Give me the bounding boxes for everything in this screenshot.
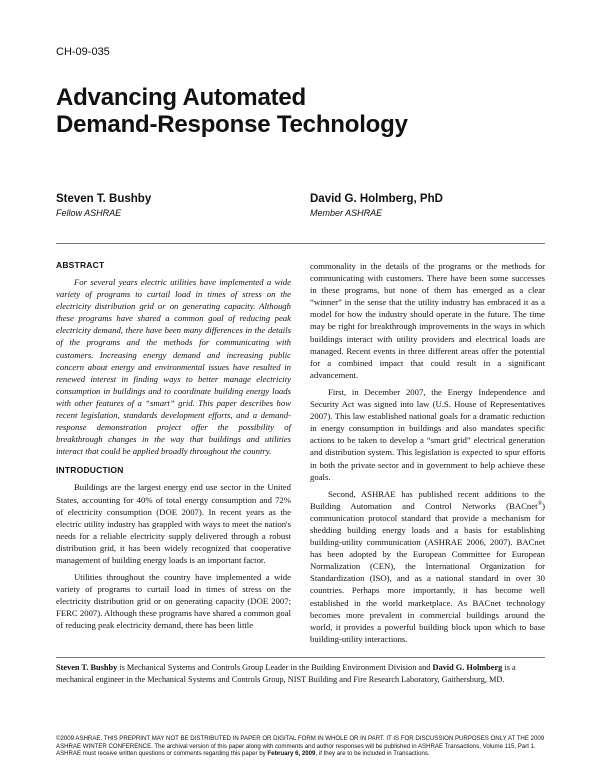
document-id: CH-09-035: [56, 46, 110, 58]
abstract-text: For several years electric utilities have implemented a wide variety of programs to curtail load in times of stress on the electricity distribution grid or on generating capacity. Although these programs have shared a common goal of reducing peak electricity demand, there have been many differences in the details of the programs and the methods for communicating with customers. Increasing energy demand and increasing public concern about energy and environmental issues have resulted in renewed interest in finding ways to better manage electricity consumption in buildings and to coordinate building energy loads with other features of a “smart” grid. This paper describes how recent legislation, standards development efforts, and a demand-response demonstration project offer the possibility of breakthrough changes in the way that buildings and utilities interact that could be applied broadly throughout the country.: [56, 277, 291, 457]
text-segment: ) communication protocol standard that provide a mechanism for shedding building energy loads and a basis for establishing building-utility communication (ASHRAE 2006, 2007). BACnet has been adopted by the European Committee for European Normalization (CEN), the International Organization for Standardization (ISO), and as a national standard in over 30 countries. Perhaps more importantly, it has become well established in the world marketplace. As BACnet technology becomes more prevalent in commercial buildings around the world, it provides a powerful building block upon which to base building-utility interactions.: [310, 500, 545, 644]
paper-title: [56, 84, 556, 138]
copyright-notice: [56, 735, 548, 758]
author-name: David G. Holmberg, PhD: [310, 193, 443, 205]
title-line-1: Advancing Automated: [56, 84, 306, 111]
footnote-divider: [56, 657, 545, 658]
affiliation-text: is Mechanical Systems and Controls Group Leader in the Building Environment Division and: [117, 663, 433, 672]
affiliation-text: is a mechanical engineer in the Mechanical Systems and Controls Group, NIST Building and Fire Research Laboratory, Gaithersburg, MD.: [56, 663, 516, 684]
body-paragraph: First, in December 2007, the Energy Independence and Security Act was signed into law (U.S. House of Representatives 2007). This law established national goals for a dramatic reduction in energy consumption in buildings and also mandates specific actions to be taken to develop a “smart grid” electrical generation and distribution system. This legislation is expected to spur efforts in both the private sector and in government to help achieve these goals.: [310, 386, 545, 482]
header-divider: [56, 243, 545, 244]
left-column: [56, 260, 291, 637]
affiliation-name: David G. Holmberg: [432, 663, 503, 672]
abstract-heading: ABSTRACT: [56, 260, 105, 270]
author-affiliation: [56, 662, 548, 685]
author-block-2: [310, 193, 443, 218]
registered-mark: ®: [537, 500, 543, 507]
introduction-heading: INTRODUCTION: [56, 465, 124, 476]
text-segment: Second, ASHRAE has published recent additions to the Building Automation and Control Networks (BACnet: [310, 488, 545, 511]
intro-paragraph: Buildings are the largest energy end use sector in the United States, accounting for 40% of total energy consumption and 72% of electricity consumption (DOE 2007). In recent years as the electric utility industry has grappled with ways to meet the nation's needs for a reliable electricity supply delivered through a robust distribution grid, it has been widely recognized that cooperative management of building energy loads is an important factor.: [56, 482, 291, 565]
copyright-text: ©2009 ASHRAE. THIS PREPRINT MAY NOT BE DISTRIBUTED IN PAPER OR DIGITAL FORM IN WHOLE OR IN PART. IT IS FOR DISCUSSION PURPOSES ONLY AT THE 2009 ASHRAE WINTER CONFERENCE. The archival version of this paper along with comments and author responses will be published in ASHRAE Transactions, Volume 115, Part 1. ASHRAE must receive written questions or comments regarding this paper by: [56, 735, 545, 758]
author-membership: Member ASHRAE: [310, 208, 383, 218]
author-name: Steven T. Bushby: [56, 193, 152, 205]
intro-paragraph: Utilities throughout the country have implemented a wide variety of programs to curtail load in times of stress on the electricity distribution grid or on generating capacity (DOE 2007; FERC 2007). Although these programs have shared a common goal of reducing peak electricity demand, there has been little: [56, 572, 292, 631]
affiliation-name: Steven T. Bushby: [56, 663, 118, 672]
author-membership: Fellow ASHRAE: [56, 208, 122, 218]
body-paragraph: [310, 488, 545, 645]
right-column: [310, 260, 545, 650]
copyright-deadline: February 6, 2009: [267, 750, 316, 758]
author-block-1: [56, 193, 151, 218]
title-line-2: Demand-Response Technology: [56, 111, 408, 138]
copyright-text: , if they are to be included in Transactions.: [315, 750, 430, 758]
continued-paragraph: commonality in the details of the programs or the methods for communicating with customers. There have been some successes in these programs, but none of them has emerged as a clear “winner” in the sense that the utility industry has embraced it as a model for how the industry should operate in the future. The time may be right for breakthrough improvements in the ways in which buildings interact with utility providers and electrical loads are managed. Recent events in three different areas offer the potential for a combined impact that could result in a significant advancement.: [310, 261, 545, 380]
